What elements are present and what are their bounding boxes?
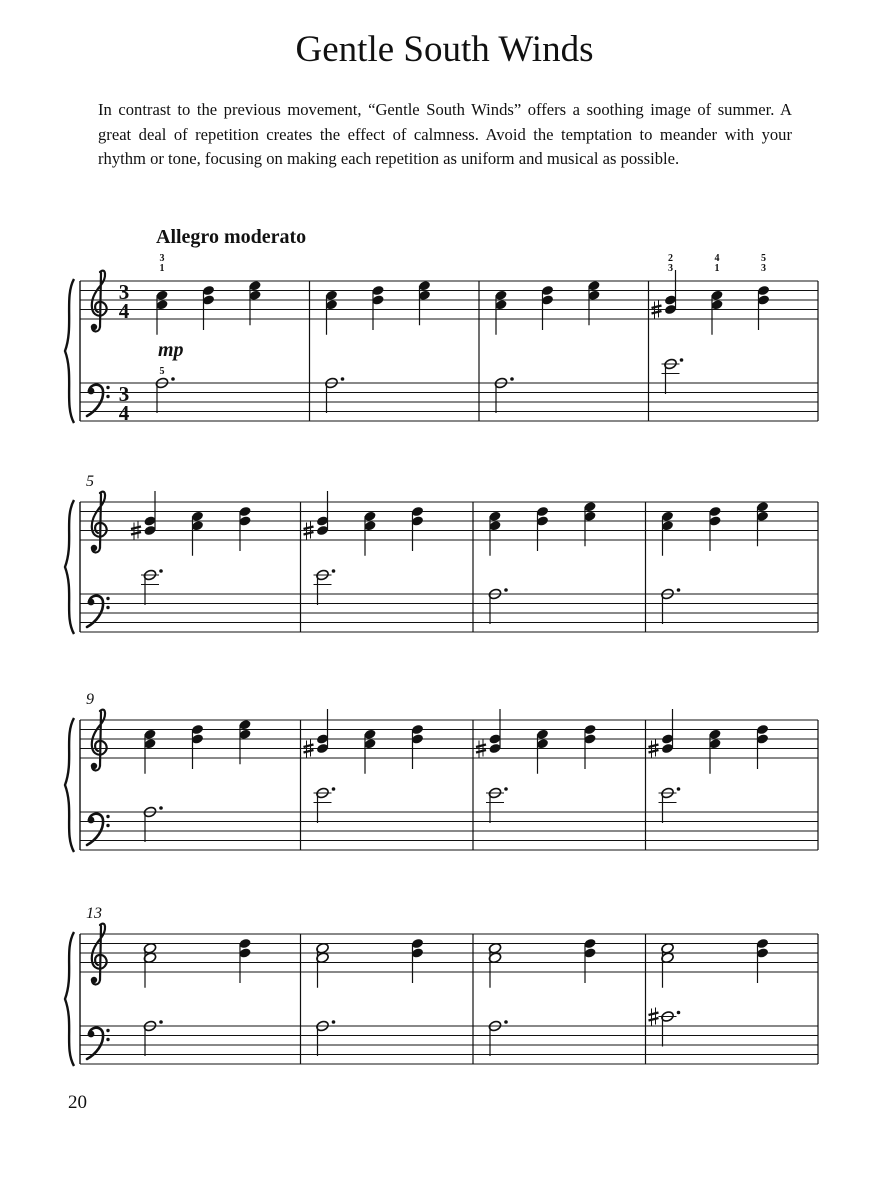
augmentation-dot xyxy=(504,787,508,791)
treble-clef-path xyxy=(92,492,107,553)
tempo-marking: Allegro moderato xyxy=(156,226,307,248)
sharp-stroke xyxy=(304,745,314,748)
sharp-stroke xyxy=(131,532,141,535)
augmentation-dot xyxy=(504,1020,508,1024)
augmentation-dot xyxy=(332,787,336,791)
sharp-stroke xyxy=(649,750,659,753)
bass-clef-dot xyxy=(106,824,109,827)
bass-clef-dot xyxy=(106,815,109,818)
fingering-number: 3 xyxy=(159,253,165,264)
augmentation-dot xyxy=(332,569,336,573)
page-title: Gentle South Winds xyxy=(295,29,594,70)
augmentation-dot xyxy=(510,377,514,381)
treble-clef-dot xyxy=(91,763,97,769)
system-brace xyxy=(65,718,74,852)
treble-clef-icon xyxy=(91,924,107,985)
fingering-number: 3 xyxy=(761,263,766,274)
fingering-number: 5 xyxy=(159,366,165,377)
page-number: 20 xyxy=(68,1092,87,1113)
measure-number: 5 xyxy=(86,473,94,490)
bass-clef-dot xyxy=(88,1031,95,1038)
treble-clef-path xyxy=(92,271,107,332)
sharp-stroke xyxy=(304,750,314,753)
augmentation-dot xyxy=(159,806,163,810)
sharp-stroke xyxy=(476,745,486,748)
sharp-stroke xyxy=(652,306,662,309)
augmentation-dot xyxy=(332,1020,336,1024)
treble-clef-dot xyxy=(91,545,97,551)
fingering-number: 1 xyxy=(159,263,165,274)
treble-clef-icon xyxy=(91,710,107,771)
bass-clef-dot xyxy=(106,597,109,600)
measure-number: 13 xyxy=(86,905,102,922)
treble-clef-path xyxy=(92,710,107,771)
system-brace xyxy=(65,932,74,1066)
fingering-number: 1 xyxy=(714,263,720,274)
fingering-number: 3 xyxy=(668,263,673,274)
augmentation-dot xyxy=(680,358,684,362)
sharp-stroke xyxy=(649,745,659,748)
augmentation-dot xyxy=(159,1020,163,1024)
sharp-icon xyxy=(649,1008,659,1026)
dynamic-marking: mp xyxy=(158,339,184,361)
augmentation-dot xyxy=(159,569,163,573)
sharp-stroke xyxy=(304,527,314,530)
augmentation-dot xyxy=(677,787,681,791)
time-signature-bottom: 4 xyxy=(118,401,130,425)
bass-clef-dot xyxy=(88,388,95,395)
augmentation-dot xyxy=(677,1011,681,1015)
bass-clef-dot xyxy=(106,395,109,398)
treble-clef-dot xyxy=(91,324,97,330)
sharp-stroke xyxy=(476,750,486,753)
time-signature-top: 3 xyxy=(118,280,130,304)
bass-clef-dot xyxy=(106,1029,109,1032)
system-brace xyxy=(65,279,74,423)
sharp-stroke xyxy=(652,311,662,314)
augmentation-dot xyxy=(341,377,345,381)
fingering-number: 5 xyxy=(761,253,766,264)
treble-clef-icon xyxy=(91,271,107,332)
bass-clef-dot xyxy=(88,817,95,824)
sharp-stroke xyxy=(131,527,141,530)
treble-clef-icon xyxy=(91,492,107,553)
augmentation-dot xyxy=(677,588,681,592)
sharp-stroke xyxy=(649,1018,659,1021)
augmentation-dot xyxy=(171,377,175,381)
treble-clef-path xyxy=(92,924,107,985)
fingering-number: 4 xyxy=(714,253,720,264)
bass-clef-dot xyxy=(106,606,109,609)
bass-clef-dot xyxy=(106,1038,109,1041)
time-signature-top: 3 xyxy=(118,382,130,406)
augmentation-dot xyxy=(504,588,508,592)
bass-clef-dot xyxy=(88,599,95,606)
system-brace xyxy=(65,500,74,634)
measure-number: 9 xyxy=(86,691,94,708)
sharp-stroke xyxy=(304,532,314,535)
intro-paragraph: In contrast to the previous movement, “Gentle South Winds” offers a soothing image of summer. A great deal of repetition creates the effect of calmness. Avoid the temptation to meander with your rhythm or tone, focusing on making each repetition as uniform and musical as possible. xyxy=(98,100,792,168)
time-signature-bottom: 4 xyxy=(118,299,130,323)
bass-clef-dot xyxy=(106,386,109,389)
treble-clef-dot xyxy=(91,977,97,983)
fingering-number: 2 xyxy=(668,253,673,264)
sharp-stroke xyxy=(649,1013,659,1016)
